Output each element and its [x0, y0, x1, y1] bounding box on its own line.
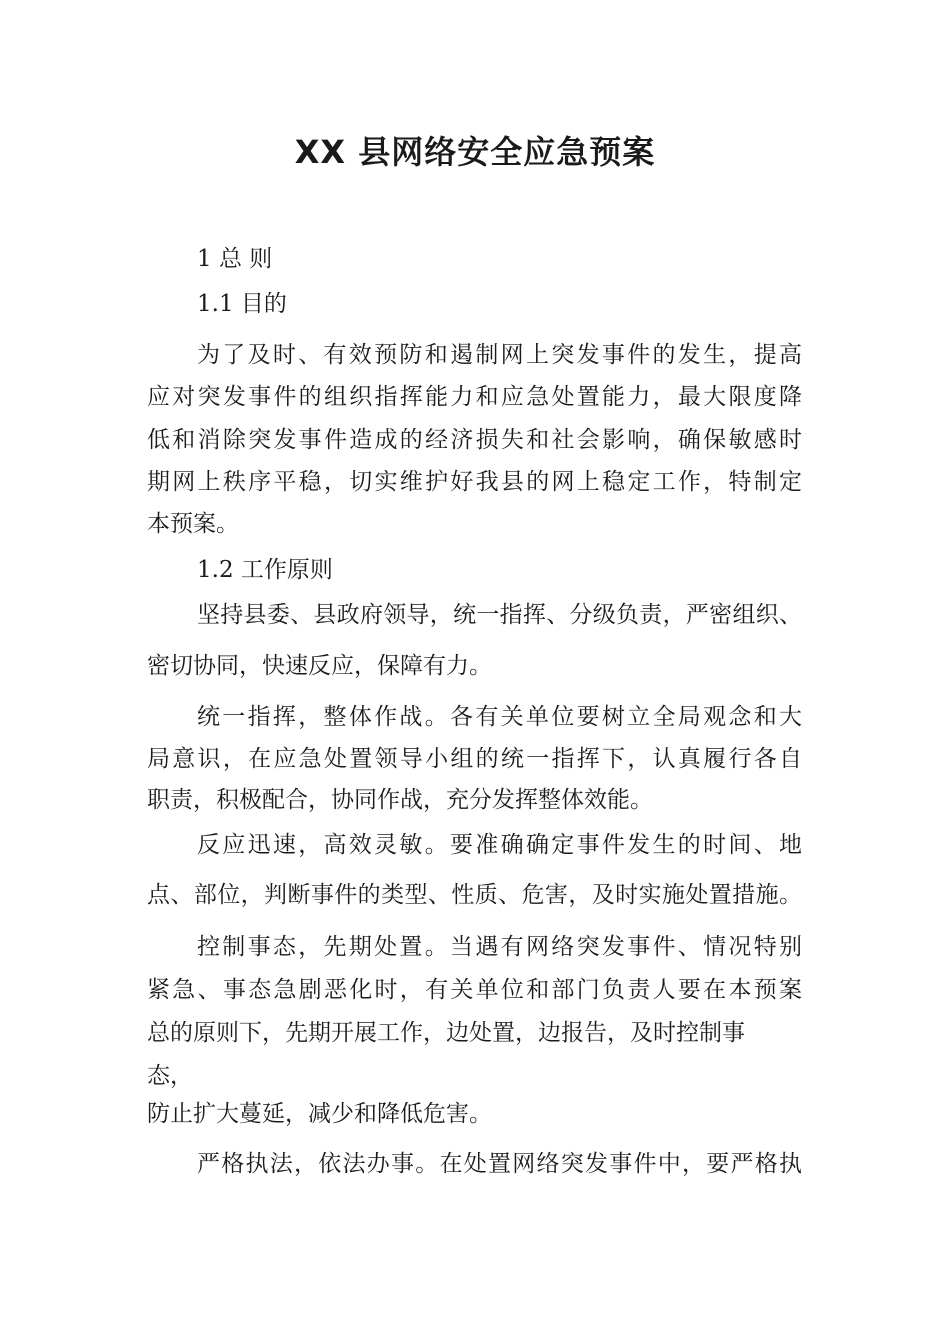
paragraph-line: 密切协同，快速反应，保障有力。 [147, 653, 492, 679]
paragraph-line: 紧急、事态急剧恶化时，有关单位和部门负责人要在本预案 [147, 977, 802, 1003]
paragraph-line: 总的原则下，先期开展工作，边处置，边报告，及时控制事 [147, 1020, 745, 1046]
paragraph-line: 应对突发事件的组织指挥能力和应急处置能力，最大限度降 [147, 384, 802, 410]
paragraph-line: 反应迅速，高效灵敏。要准确确定事件发生的时间、地 [197, 832, 802, 858]
paragraph-line: 控制事态，先期处置。当遇有网络突发事件、情况特别 [197, 934, 802, 960]
paragraph-line: 职责，积极配合，协同作战，充分发挥整体效能。 [147, 787, 653, 813]
paragraph-line: 严格执法，依法办事。在处置网络突发事件中，要严格执 [197, 1151, 802, 1177]
paragraph-line: 本预案。 [147, 511, 239, 537]
paragraph-line: 态， [147, 1063, 193, 1089]
paragraph-line: 期网上秩序平稳，切实维护好我县的网上稳定工作，特制定 [147, 469, 802, 495]
subsection-heading: 1.2 工作原则 [197, 557, 333, 583]
subsection-heading: 1.1 目的 [197, 291, 287, 317]
paragraph-line: 统一指挥，整体作战。各有关单位要树立全局观念和大 [197, 704, 802, 730]
paragraph-line: 防止扩大蔓延，减少和降低危害。 [147, 1101, 492, 1127]
paragraph-line: 坚持县委、县政府领导，统一指挥、分级负责，严密组织、 [197, 602, 802, 628]
paragraph-line: 为了及时、有效预防和遏制网上突发事件的发生，提高 [197, 342, 802, 368]
section-heading: 1 总 则 [197, 246, 273, 272]
document-title: XX 县网络安全应急预案 [294, 133, 656, 171]
paragraph-line: 点、部位，判断事件的类型、性质、危害，及时实施处置措施。 [147, 882, 802, 908]
paragraph-line: 低和消除突发事件造成的经济损失和社会影响，确保敏感时 [147, 427, 802, 453]
paragraph-line: 局意识，在应急处置领导小组的统一指挥下，认真履行各自 [147, 746, 802, 772]
